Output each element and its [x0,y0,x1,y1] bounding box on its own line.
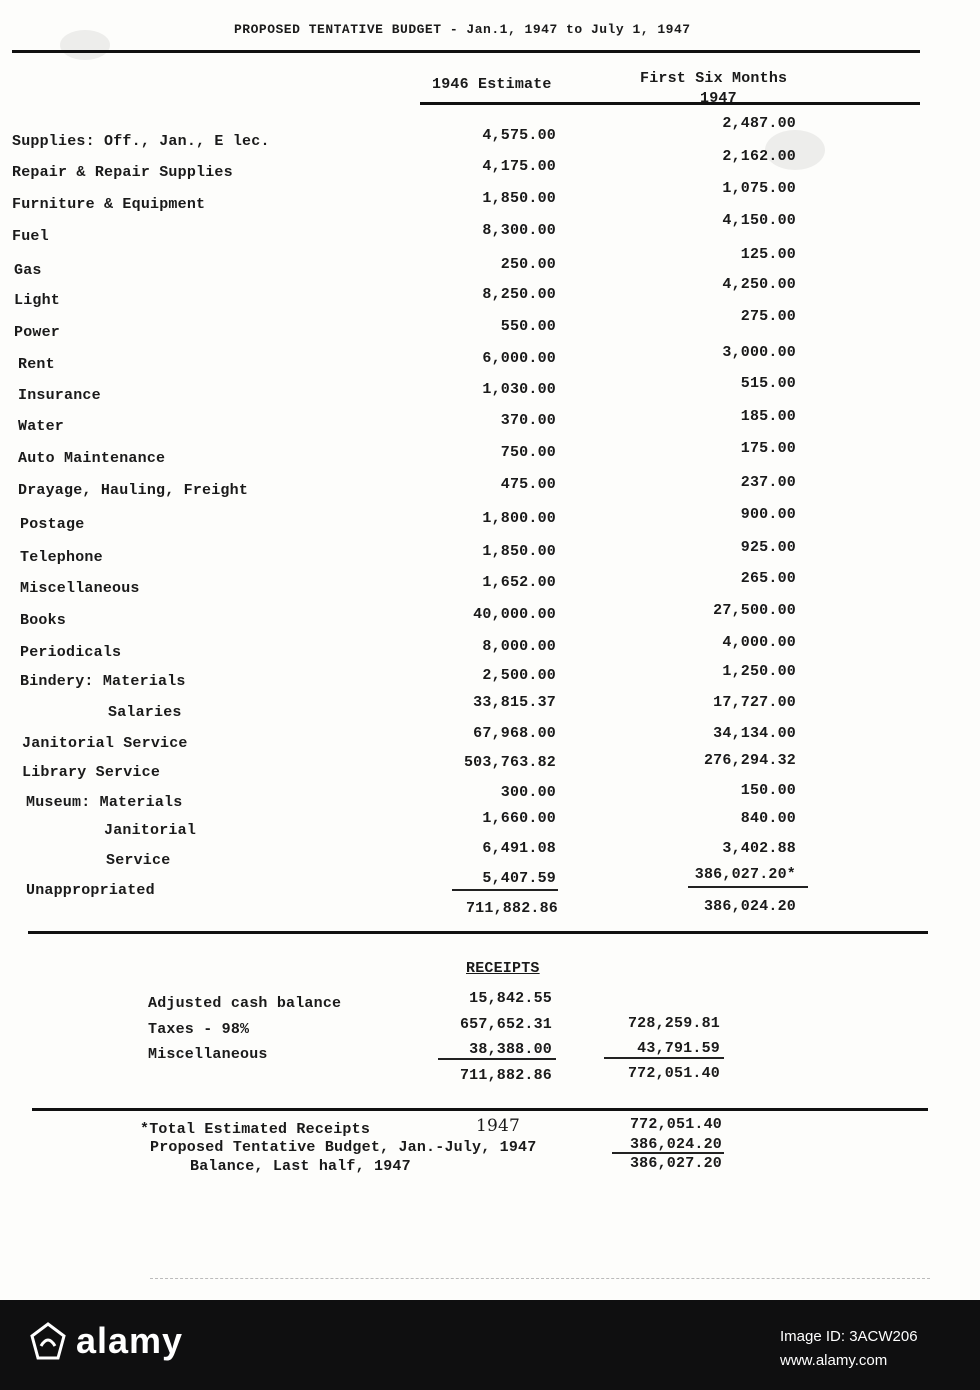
row-1946-estimate: 250.00 [500,256,556,273]
row-1946-estimate: 4,175.00 [482,158,556,175]
receipt-col2: 43,791.59 [637,1040,720,1057]
row-label: Water [18,418,65,435]
row-first-six-months: 386,027.20* [694,866,796,883]
row-1946-estimate: 8,300.00 [482,222,556,239]
row-first-six-months: 150.00 [740,782,796,799]
total-first-six-months: 386,024.20 [703,898,796,915]
row-1946-estimate: 8,250.00 [482,286,556,303]
row-1946-estimate: 33,815.37 [473,694,556,711]
row-first-six-months: 925.00 [740,539,796,556]
row-1946-estimate: 1,850.00 [482,543,556,560]
row-label: Supplies: Off., Jan., E lec. [12,133,270,150]
watermark-bar [0,1300,980,1390]
row-1946-estimate: 5,407.59 [482,870,556,887]
row-first-six-months: 840.00 [740,810,796,827]
row-1946-estimate: 1,030.00 [482,381,556,398]
receipts-heading: RECEIPTS [466,960,540,977]
receipt-col2: 728,259.81 [627,1015,720,1032]
header-1946-estimate: 1946 Estimate [432,76,552,93]
receipt-col1: 38,388.00 [469,1041,552,1058]
row-1946-estimate: 475.00 [500,476,556,493]
row-label: Furniture & Equipment [12,196,206,213]
row-label: Repair & Repair Supplies [12,164,233,181]
summary-val1: 772,051.40 [629,1116,722,1133]
row-label: Janitorial Service [22,735,188,752]
row-label: Drayage, Hauling, Freight [18,482,249,499]
summary-rule [32,1108,928,1111]
row-first-six-months: 2,487.00 [722,115,796,132]
row-1946-estimate: 550.00 [500,318,556,335]
row-first-six-months: 185.00 [740,408,796,425]
receipts-underline [438,1058,556,1060]
document-title: PROPOSED TENTATIVE BUDGET - Jan.1, 1947 to July 1, 1947 [234,22,691,37]
row-first-six-months: 3,402.88 [722,840,796,857]
row-label: Museum: Materials [26,794,183,811]
row-label: Service [106,852,171,869]
header-first-six-months: First Six Months [640,70,788,87]
row-first-six-months: 125.00 [740,246,796,263]
alamy-brand: alamy [76,1320,184,1361]
receipt-label: Taxes - 98% [148,1021,250,1038]
row-label: Power [14,324,61,341]
row-1946-estimate: 503,763.82 [463,754,556,771]
page-edge-mark [150,1278,930,1279]
receipt-col1: 657,652.31 [459,1016,552,1033]
row-1946-estimate: 40,000.00 [473,606,556,623]
row-1946-estimate: 6,491.08 [482,840,556,857]
row-first-six-months: 175.00 [740,440,796,457]
row-1946-estimate: 300.00 [500,784,556,801]
summary-total-estimated-receipts: *Total Estimated Receipts [140,1121,371,1138]
row-1946-estimate: 1,660.00 [482,810,556,827]
row-1946-estimate: 4,575.00 [482,127,556,144]
row-label: Postage [20,516,85,533]
row-label: Periodicals [20,644,122,661]
row-first-six-months: 4,150.00 [722,212,796,229]
row-first-six-months: 900.00 [740,506,796,523]
row-first-six-months: 4,000.00 [722,634,796,651]
row-label: Bindery: Materials [20,673,186,690]
row-first-six-months: 3,000.00 [722,344,796,361]
paper-smudge [60,30,110,60]
header-rule [420,102,920,105]
row-1946-estimate: 67,968.00 [473,725,556,742]
row-first-six-months: 2,162.00 [722,148,796,165]
row-first-six-months: 17,727.00 [713,694,796,711]
row-1946-estimate: 8,000.00 [482,638,556,655]
row-label: Insurance [18,387,101,404]
row-first-six-months: 265.00 [740,570,796,587]
alamy-site: www.alamy.com [780,1352,888,1369]
row-label: Janitorial [104,822,197,839]
handwritten-year: 1947 [476,1116,521,1136]
row-1946-estimate: 2,500.00 [482,667,556,684]
alamy-logo-icon [28,1322,68,1362]
row-label: Salaries [108,704,182,721]
summary-underline [612,1152,724,1154]
receipts-total-col1: 711,882.86 [459,1067,552,1084]
row-first-six-months: 276,294.32 [703,752,796,769]
row-1946-estimate: 1,800.00 [482,510,556,527]
receipts-underline [604,1057,724,1059]
image-id: Image ID: 3ACW206 [780,1328,918,1345]
receipts-total-col2: 772,051.40 [627,1065,720,1082]
subtotal-underline [452,889,558,891]
summary-balance: Balance, Last half, 1947 [190,1158,411,1175]
row-label: Miscellaneous [20,580,140,597]
row-label: Gas [14,262,42,279]
row-first-six-months: 34,134.00 [713,725,796,742]
row-label: Telephone [20,549,103,566]
row-label: Rent [18,356,55,373]
receipt-col1: 15,842.55 [469,990,552,1007]
row-label: Books [20,612,67,629]
row-label: Auto Maintenance [18,450,166,467]
total-1946: 711,882.86 [465,900,558,917]
top-rule [12,50,920,53]
row-first-six-months: 237.00 [740,474,796,491]
summary-val2: 386,024.20 [629,1136,722,1153]
row-1946-estimate: 6,000.00 [482,350,556,367]
row-label: Fuel [12,228,49,245]
row-1946-estimate: 1,850.00 [482,190,556,207]
row-label: Library Service [22,764,161,781]
row-1946-estimate: 1,652.00 [482,574,556,591]
subtotal-underline [688,886,808,888]
row-first-six-months: 27,500.00 [713,602,796,619]
header-1947: 1947 [700,90,737,107]
row-label: Light [14,292,61,309]
row-label: Unappropriated [26,882,155,899]
row-first-six-months: 1,250.00 [722,663,796,680]
row-first-six-months: 1,075.00 [722,180,796,197]
row-first-six-months: 275.00 [740,308,796,325]
summary-proposed-budget: Proposed Tentative Budget, Jan.-July, 1947 [150,1139,537,1156]
row-1946-estimate: 750.00 [500,444,556,461]
summary-val3: 386,027.20 [629,1155,722,1172]
receipt-label: Miscellaneous [148,1046,268,1063]
receipt-label: Adjusted cash balance [148,995,342,1012]
row-first-six-months: 4,250.00 [722,276,796,293]
row-first-six-months: 515.00 [740,375,796,392]
row-1946-estimate: 370.00 [500,412,556,429]
receipts-rule [28,931,928,934]
